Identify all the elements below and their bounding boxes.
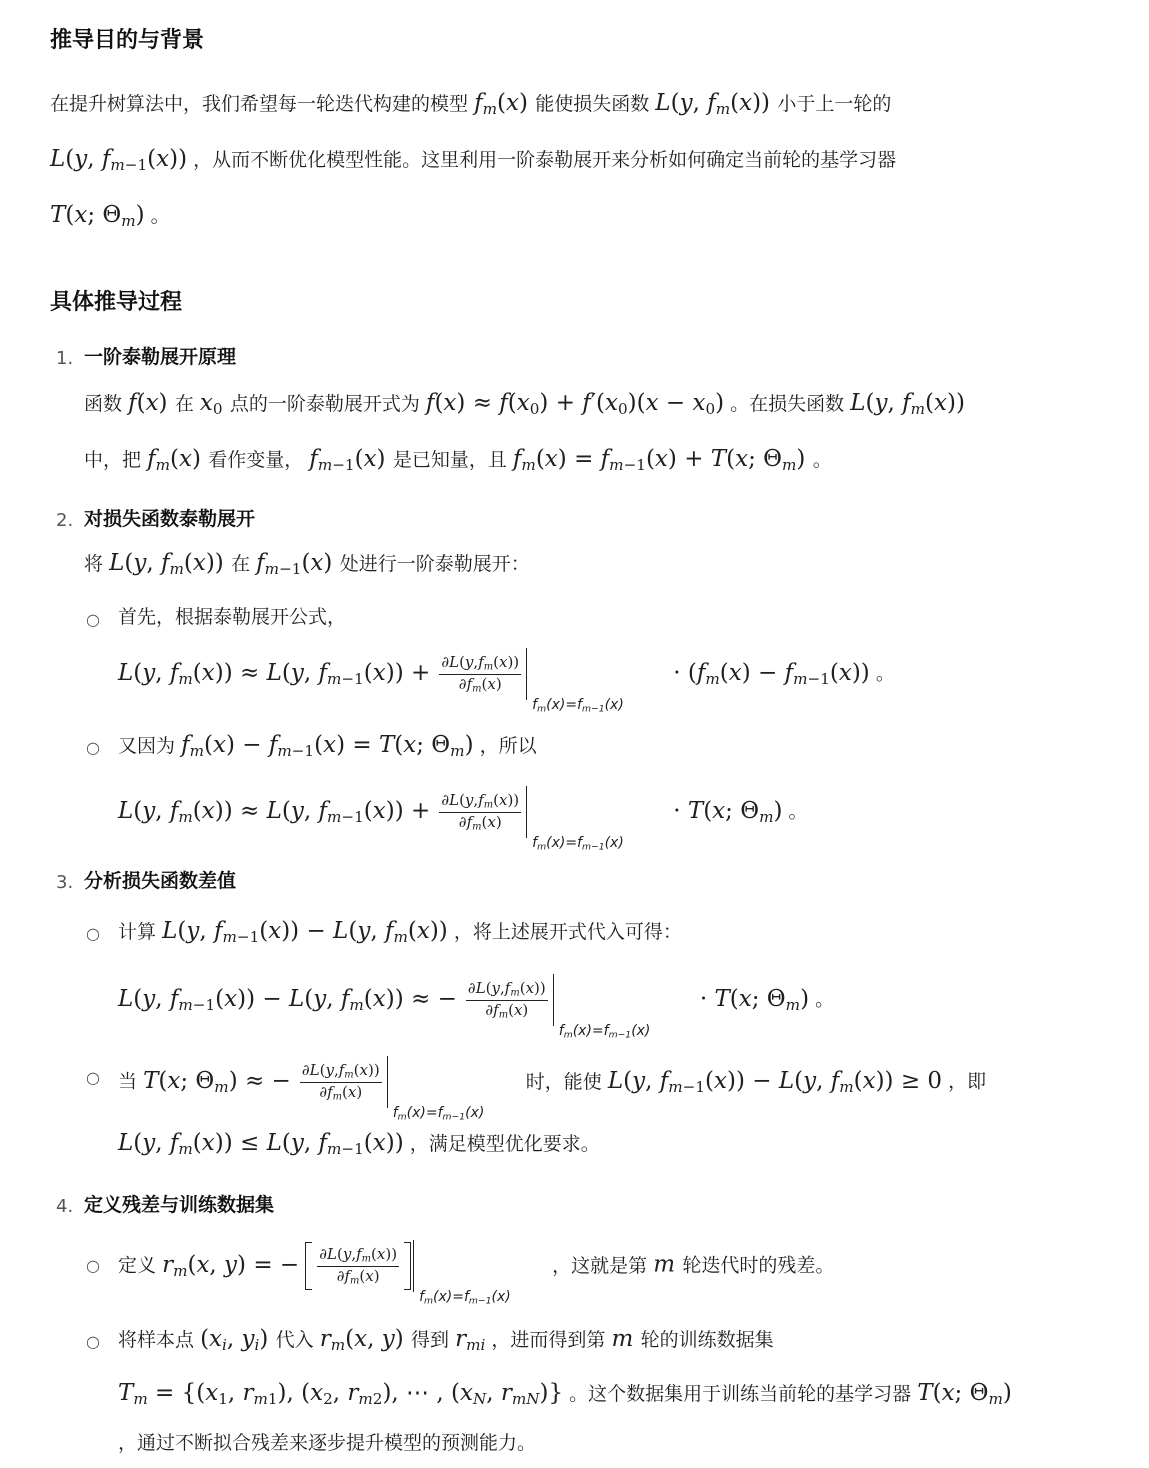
formula-fm-x: fm(x): [474, 90, 536, 118]
item-number: 4.: [56, 1196, 74, 1217]
section-title-goal: 推导目的与背景: [50, 28, 205, 53]
section-title-process: 具体推导过程: [50, 290, 183, 315]
item3-bullet-2-text: 当 T(x; Θm) ≈ − $\frac{\partial L(y,fm(x))}{\partial fm(x)}$ fm(x)=fm−1(x) 时，能使 L(y, fm−1(x)) − L(y, fm(x)) ≥ 0 ，即: [118, 1056, 986, 1108]
item2-formula-1: L(y, fm(x)) ≈ L(y, fm−1(x)) + $\frac{\partial L(y,fm(x))}{\partial fm(x)}$ fm(x)=fm−1(x) · (fm(x) − fm−1(x)) 。: [118, 648, 895, 700]
bullet-icon: ○: [86, 738, 100, 757]
bullet-icon: ○: [86, 1332, 100, 1351]
item2-line-1: 将 L(y, fm(x)) 在 fm−1(x) 处进行一阶泰勒展开：: [84, 550, 530, 578]
goal-paragraph-line-3: T(x; Θm) 。: [50, 202, 170, 230]
item-number: 3.: [56, 872, 74, 893]
item1-line-2: 中，把 fm(x) 看作变量， fm−1(x) 是已知量，且 fm(x) = fm−1(x) + T(x; Θm) 。: [84, 446, 832, 474]
item2-bullet-2-text: 又因为 fm(x) − fm−1(x) = T(x; Θm) ，所以: [118, 732, 537, 760]
item4-bullet-1-text: 定义 rm(x, y) = − $\frac{\partial L(y,fm(x))}{\partial fm(x)}$ fm(x)=fm−1(x) ，这就是第 m 轮迭代时的残差。: [118, 1240, 834, 1292]
item-title-taylor-principle: 一阶泰勒展开原理: [84, 346, 237, 368]
bullet-icon: ○: [86, 924, 100, 943]
bullet-icon: ○: [86, 1256, 100, 1275]
item-number: 2.: [56, 510, 74, 531]
bullet-icon: ○: [86, 610, 100, 629]
item1-line-1: 函数 f(x) 在 x0 点的一阶泰勒展开式为 f(x) ≈ f(x0) + f′(x0)(x − x0) 。在损失函数 L(y, fm(x)): [84, 390, 965, 418]
item-title-residual-dataset: 定义残差与训练数据集: [84, 1194, 275, 1216]
bullet-icon: ○: [86, 1068, 100, 1087]
formula-T-theta: T(x; Θm): [50, 202, 145, 230]
goal-paragraph-line-2: L(y, fm−1(x)) ，从而不断优化模型性能。这里利用一阶泰勒展开来分析如何确定当前轮的基学习器: [50, 146, 897, 174]
goal-paragraph-line-1: 在提升树算法中，我们希望每一轮迭代构建的模型 fm(x) 能使损失函数 L(y, fm(x)) 小于上一轮的: [50, 90, 892, 118]
formula-taylor: f(x) ≈ f(x0) + f′(x0)(x − x0): [425, 390, 725, 418]
item-title-loss-diff: 分析损失函数差值: [84, 870, 237, 892]
formula-loss-fm: L(y, fm(x)): [655, 90, 778, 118]
item2-bullet-1-text: 首先，根据泰勒展开公式，: [118, 606, 347, 628]
item3-bullet-2-line-2: L(y, fm(x)) ≤ L(y, fm−1(x)) ，满足模型优化要求。: [118, 1130, 600, 1158]
item3-formula-1: L(y, fm−1(x)) − L(y, fm(x)) ≈ − $\frac{\partial L(y,fm(x))}{\partial fm(x)}$ fm(x)=fm−1(x) · T(x; Θm) 。: [118, 974, 834, 1026]
item3-bullet-1-text: 计算 L(y, fm−1(x)) − L(y, fm(x)) ，将上述展开式代入可得：: [118, 918, 682, 946]
item-number: 1.: [56, 348, 74, 369]
item4-bullet-2-line-2: Tm = {(x1, rm1), (x2, rm2), ⋯ , (xN, rmN)} 。这个数据集用于训练当前轮的基学习器 T(x; Θm): [118, 1380, 1012, 1408]
item-title-loss-taylor: 对损失函数泰勒展开: [84, 508, 256, 530]
formula-loss-fm-1: L(y, fm−1(x)): [50, 146, 188, 174]
item4-bullet-2-text: 将样本点 (xi, yi) 代入 rm(x, y) 得到 rmi ，进而得到第 m 轮的训练数据集: [118, 1326, 774, 1354]
item4-bullet-2-line-3: ，通过不断拟合残差来逐步提升模型的预测能力。: [118, 1432, 537, 1454]
item2-formula-2: L(y, fm(x)) ≈ L(y, fm−1(x)) + $\frac{\partial L(y,fm(x))}{\partial fm(x)}$ fm(x)=fm−1(x) · T(x; Θm) 。: [118, 786, 808, 838]
